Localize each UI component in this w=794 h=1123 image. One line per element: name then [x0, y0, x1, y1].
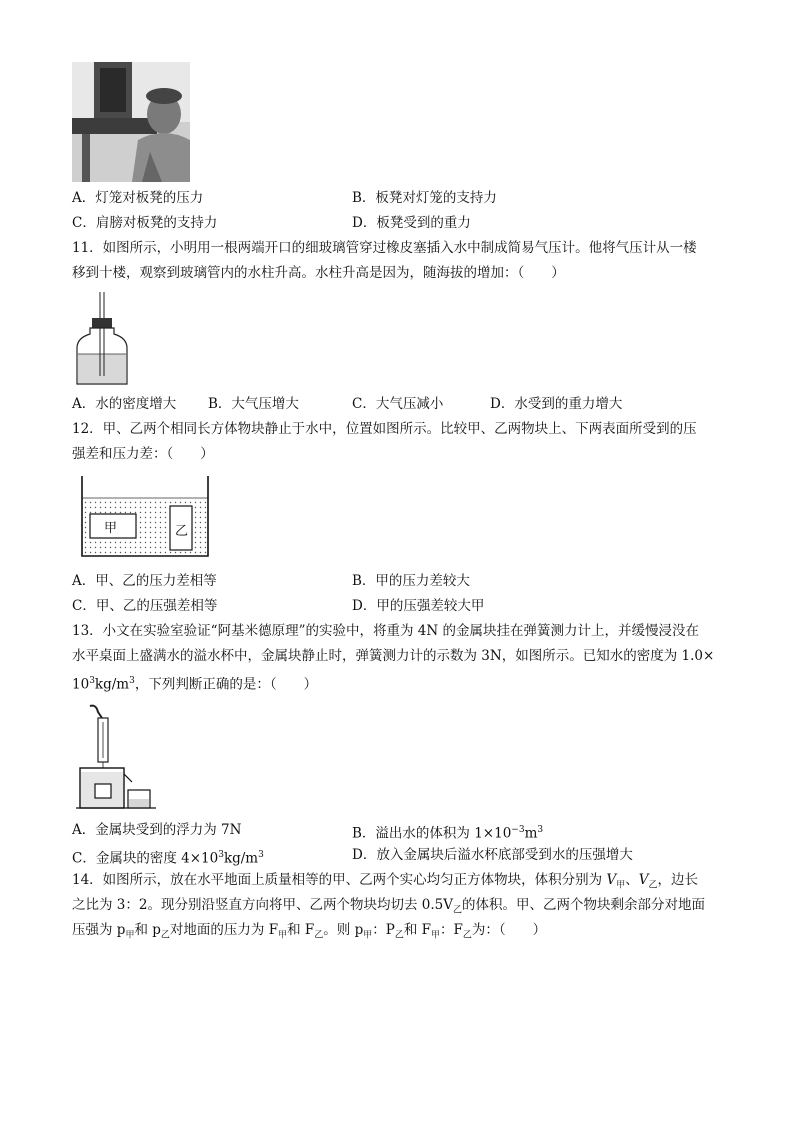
q13-stem-line1: 13．小文在实验室验证“阿基米德原理”的实验中，将重为 4N 的金属块挂在弹簧测力计上，并缓慢浸没在: [72, 623, 699, 639]
q12-option-d: D．甲的压强差较大甲: [352, 598, 485, 614]
spring-scale-overflow-cup-figure: [76, 704, 156, 810]
water-tank-figure: [74, 476, 214, 560]
q11-stem-line1: 11．如图所示，小明用一根两端开口的细玻璃管穿过橡皮塞插入水中制成简易气压计。他将气压计从一楼: [72, 240, 697, 256]
q13-stem-line3: $10^3kg/m^3$，下列判断正确的是：（ ）: [72, 676, 318, 693]
q10-option-d: D．板凳受到的重力: [352, 215, 471, 231]
q12-stem-line1: 12．甲、乙两个相同长方体物块静止于水中，位置如图所示。比较甲、乙两物块上、下两表面所受到的压: [72, 421, 697, 437]
q13-option-a: A．金属块受到的浮力为 7N: [72, 822, 242, 838]
q10-option-b: B．板凳对灯笼的支持力: [352, 190, 497, 206]
q12-option-a: A．甲、乙的压力差相等: [72, 573, 217, 589]
q14-stem-line3: 压强为 $p_甲$和 $p_乙$对地面的压力为 $F_甲$和 $F_乙$。则 $p_甲$：$P_乙$和 $F_甲$：$F_乙$为：（ ）: [72, 922, 547, 941]
q13-option-c: C．金属块的密度 $4\times 10^3kg/m^3$: [72, 850, 264, 867]
q11-option-d: D．水受到的重力增大: [490, 396, 623, 412]
barometer-bottle-figure: [74, 290, 130, 388]
q11-option-c: C．大气压减小: [352, 396, 444, 412]
q11-stem-line2: 移到十楼，观察到玻璃管内的水柱升高。水柱升高是因为，随海拔的增加：（ ）: [72, 265, 565, 281]
q12-stem-line2: 强差和压力差：（ ）: [72, 446, 214, 462]
q10-option-a: A．灯笼对板凳的压力: [72, 190, 204, 206]
q13-stem-line2: 水平桌面上盛满水的溢水杯中，金属块静止时，弹簧测力计的示数为 3N，如图所示。已知水的密度为 1.0×: [72, 648, 715, 664]
q13-option-b: B．溢出水的体积为 $1\times 10^{-3}m^3$: [352, 825, 544, 842]
lantern-bench-photo: [72, 62, 190, 182]
q12-option-c: C．甲、乙的压强差相等: [72, 598, 218, 614]
q14-stem-line1: 14．如图所示，放在水平地面上质量相等的甲、乙两个实心均匀正方体物块，体积分别为 $V_甲$、$V_乙$，边长: [72, 872, 698, 891]
q12-option-b: B．甲的压力差较大: [352, 573, 470, 589]
q11-option-a: A．水的密度增大: [72, 396, 177, 412]
block-yi-label: 乙: [175, 524, 189, 539]
q10-option-c: C．肩膀对板凳的支持力: [72, 215, 218, 231]
block-jia-label: 甲: [104, 521, 118, 536]
q14-stem-line2: 之比为 3：2。现分别沿竖直方向将甲、乙两个物块均切去 $0.5V_乙$的体积。甲、乙两个物块剩余部分对地面: [72, 897, 705, 916]
q13-option-d: D．放入金属块后溢水杯底部受到水的压强增大: [352, 847, 633, 863]
q11-option-b: B．大气压增大: [208, 396, 299, 412]
